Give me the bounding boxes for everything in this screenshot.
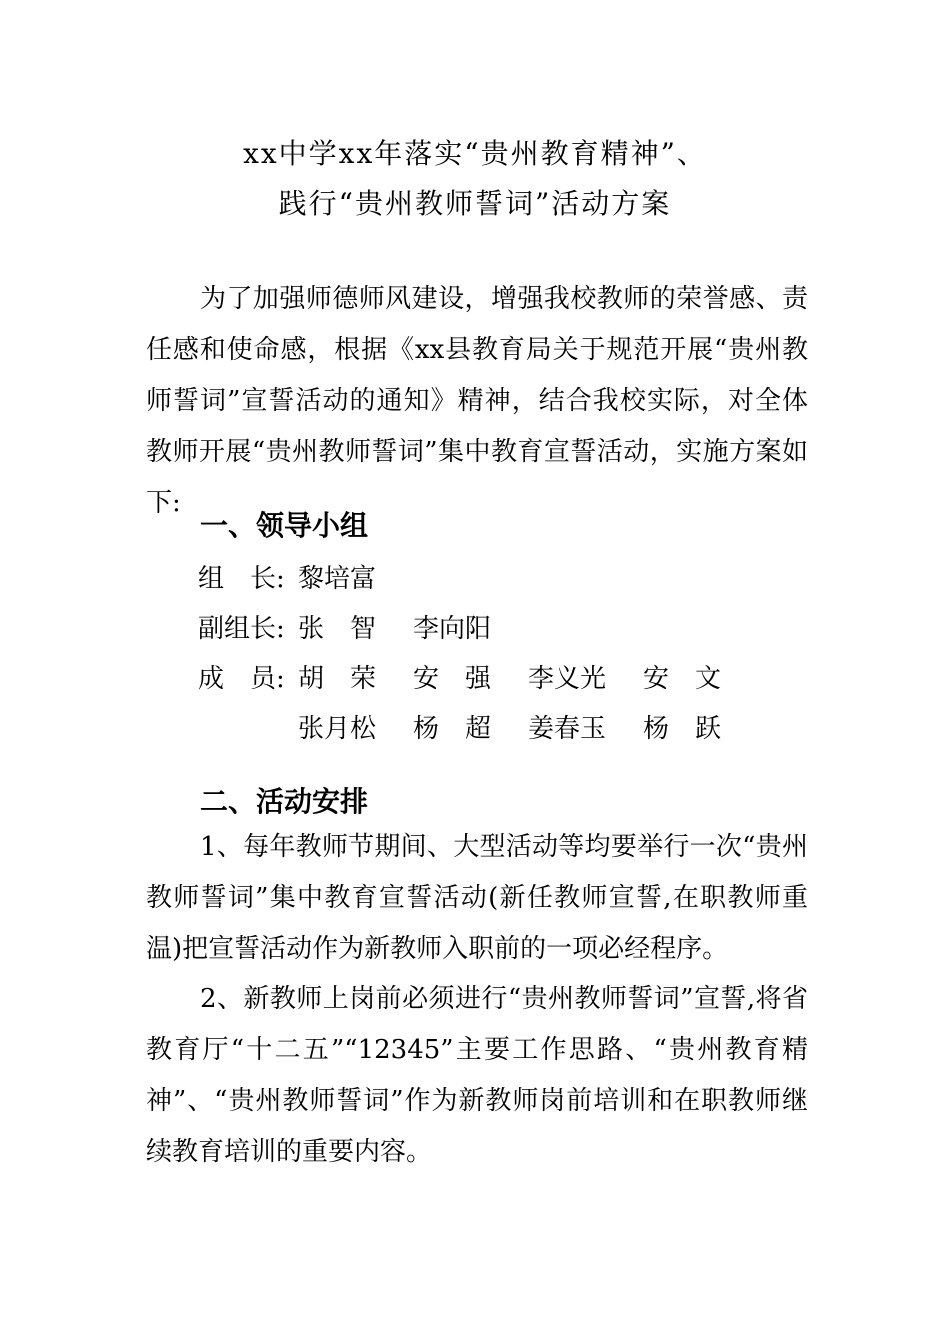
document-title-line-1: xx中学xx年落实“贵州教育精神”、	[243, 137, 707, 170]
leader-label: 组 长:	[198, 564, 285, 594]
member-name: 李义光	[528, 664, 607, 694]
member-name: 张月松	[298, 714, 377, 744]
document-title-line-2: 践行“贵州教师誓词”活动方案	[278, 187, 672, 220]
activity-item-1: 1、每年教师节期间、大型活动等均要举行一次“贵州教师誓词”集中教育宣誓活动(新任教师宣誓,在职教师重温)把宣誓活动作为新教师入职前的一项必经程序。	[146, 832, 808, 964]
intro-paragraph: 为了加强师德师风建设，增强我校教师的荣誉感、责任感和使命感，根据《xx县教育局关于规范开展“贵州教师誓词”宣誓活动的通知》精神，结合我校实际，对全体教师开展“贵州教师誓词”集中教育宣誓活动，实施方案如下:	[146, 284, 808, 518]
member-name: 安 强	[413, 664, 492, 694]
deputy-label: 副组长:	[198, 614, 285, 644]
member-name: 胡 荣	[298, 664, 377, 694]
section-heading-activities: 二、活动安排	[200, 785, 369, 818]
leader-name: 黎培富	[298, 564, 377, 594]
member-name: 姜春玉	[528, 714, 607, 744]
member-name: 杨 超	[413, 714, 492, 744]
members-label: 成 员:	[198, 664, 285, 694]
section-heading-leadership: 一、领导小组	[200, 509, 369, 542]
activity-item-2: 2、新教师上岗前必须进行“贵州教师誓词”宣誓,将省教育厅“十二五”“12345”主要工作思路、“贵州教育精神”、“贵州教师誓词”作为新教师岗前培训和在职教师继续教育培训的重要内容。	[146, 984, 808, 1167]
deputy-name: 张 智	[298, 614, 377, 644]
member-name: 安 文	[643, 664, 722, 694]
member-name: 杨 跃	[643, 714, 722, 744]
deputy-name: 李向阳	[413, 614, 492, 644]
